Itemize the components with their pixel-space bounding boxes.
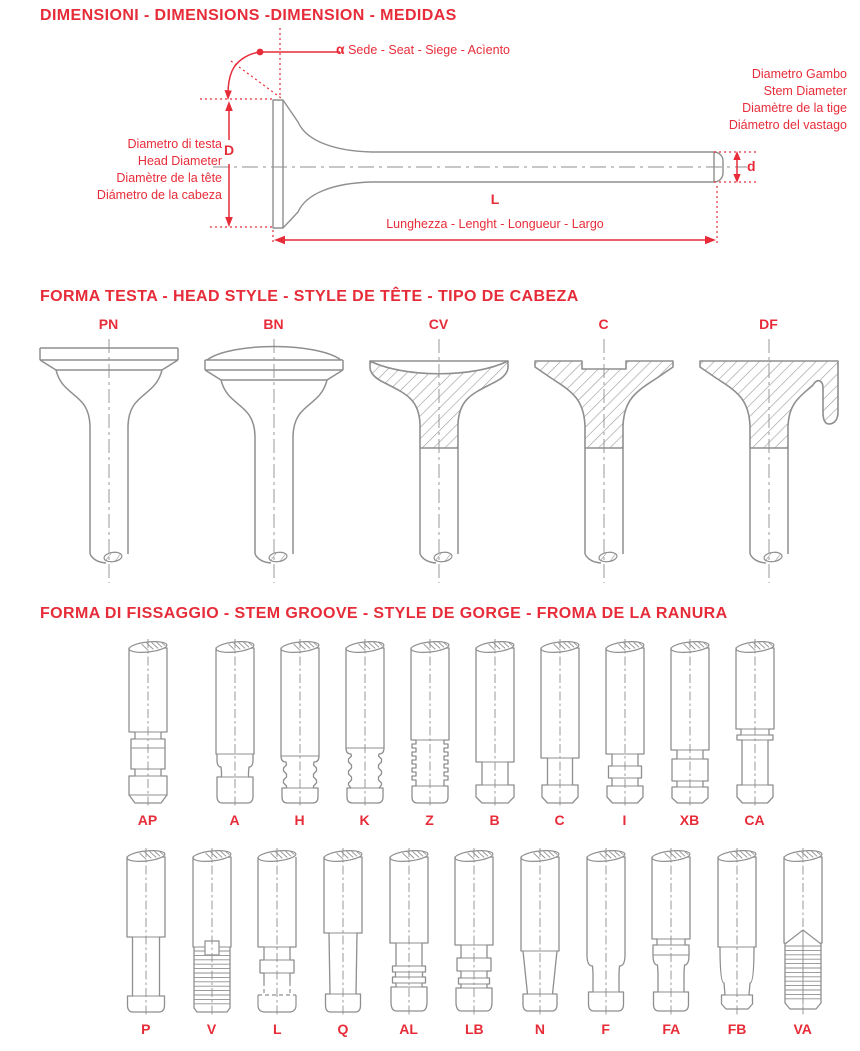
stem-groove-item <box>462 636 527 832</box>
stem-groove-label: F <box>601 1021 610 1037</box>
seat-leader-dot <box>257 49 264 56</box>
section-title-head-style: FORMA TESTA - HEAD STYLE - STYLE DE TÊTE - TIPO DE CABEZA <box>40 288 579 305</box>
stem-groove-row-1 <box>115 636 787 832</box>
head-style-figure-DF <box>694 336 844 586</box>
stem-groove-label: VA <box>793 1021 812 1037</box>
stem-diameter-labels <box>729 66 847 134</box>
head-style-item <box>26 312 191 586</box>
head-style-section <box>0 280 860 600</box>
head-style-label: BN <box>263 316 284 332</box>
stem-groove-item <box>573 845 639 1041</box>
stem-groove-label: AP <box>137 812 158 828</box>
stem-groove-item <box>310 845 376 1041</box>
stem-groove-item <box>244 845 310 1041</box>
stem-groove-item <box>267 636 332 832</box>
stem-groove-label: LB <box>464 1021 484 1037</box>
stem-groove-item <box>770 845 836 1041</box>
stem-groove-label: P <box>141 1021 151 1037</box>
head-style-item <box>521 312 686 586</box>
stem-groove-item <box>202 636 267 832</box>
stem-groove-label: FA <box>662 1021 681 1037</box>
stem-groove-item <box>704 845 770 1041</box>
arrow-up-icon <box>225 101 233 111</box>
section-title-stem-groove: FORMA DI FISSAGGIO - STEM GROOVE - STYLE DE GORGE - FROMA DE LA RANURA <box>40 605 728 622</box>
stem-diameter-label-es: Diámetro del vastago <box>728 118 847 132</box>
seat-annotation <box>336 41 510 59</box>
stem-groove-label: K <box>359 812 370 828</box>
stem-groove-figure-FB <box>709 845 765 1017</box>
head-diameter-label-en: Head Diameter <box>137 154 222 168</box>
stem-groove-figure-C <box>532 636 588 808</box>
stem-groove-figure-L <box>249 845 305 1017</box>
stem-groove-figure-Z <box>402 636 458 808</box>
stem-groove-figure-N <box>512 845 568 1017</box>
stem-groove-item <box>722 636 787 832</box>
stem-groove-figure-LB <box>446 845 502 1017</box>
valve-outline <box>273 100 723 228</box>
stem-groove-figure-P <box>118 845 174 1017</box>
stem-diameter-label-en: Stem Diameter <box>763 84 847 98</box>
stem-groove-item <box>507 845 573 1041</box>
stem-groove-figure-AL <box>381 845 437 1017</box>
head-diameter-symbol: D <box>224 142 235 158</box>
stem-diameter-label-fr: Diamètre de la tige <box>742 101 847 115</box>
stem-groove-label: Z <box>425 812 434 828</box>
head-style-label: CV <box>428 316 449 332</box>
length-label: Lunghezza - Lenght - Longueur - Largo <box>386 217 604 231</box>
head-style-row <box>26 312 851 586</box>
head-diameter-label-it: Diametro di testa <box>127 137 222 151</box>
seat-angle-arc <box>228 52 260 94</box>
length-symbol: L <box>490 191 500 207</box>
stem-groove-figure-XB <box>662 636 718 808</box>
seat-label: Sede - Seat - Siege - Acìento <box>348 43 510 57</box>
stem-groove-label: N <box>534 1021 546 1037</box>
stem-groove-figure-FA <box>643 845 699 1017</box>
stem-groove-section <box>0 600 860 1051</box>
arrow-down-icon <box>225 217 233 227</box>
stem-groove-figure-F <box>578 845 634 1017</box>
stem-groove-item <box>376 845 442 1041</box>
stem-groove-item <box>179 845 245 1041</box>
head-style-figure-CV <box>364 336 514 586</box>
stem-groove-item <box>639 845 705 1041</box>
stem-groove-figure-B <box>467 636 523 808</box>
head-diameter-label-es: Diámetro de la cabeza <box>96 188 222 202</box>
stem-diameter-symbol: d <box>747 158 756 174</box>
stem-groove-item <box>332 636 397 832</box>
stem-groove-item <box>115 636 180 832</box>
stem-groove-figure-I <box>597 636 653 808</box>
head-diameter-label-fr: Diamètre de la tête <box>116 171 222 185</box>
stem-groove-label: B <box>489 812 500 828</box>
head-style-figure-C <box>529 336 679 586</box>
stem-groove-label: CA <box>744 812 765 828</box>
seat-angle-construction-line <box>231 61 281 98</box>
stem-groove-label: V <box>206 1021 217 1037</box>
stem-groove-figure-V <box>184 845 240 1017</box>
stem-groove-label: L <box>272 1021 282 1037</box>
head-style-label: DF <box>759 316 778 332</box>
stem-groove-item <box>657 636 722 832</box>
stem-diameter-label-it: Diametro Gambo <box>751 67 847 81</box>
arrow-left-icon <box>274 236 285 244</box>
stem-groove-label: A <box>229 812 240 828</box>
stem-groove-figure-CA <box>727 636 783 808</box>
stem-groove-label: Q <box>337 1021 349 1037</box>
stem-groove-label: I <box>622 812 627 828</box>
stem-groove-label: FB <box>727 1021 747 1037</box>
stem-groove-item <box>527 636 592 832</box>
head-style-item <box>356 312 521 586</box>
section-title-dimensions: DIMENSIONI - DIMENSIONS -DIMENSION - MEDIDAS <box>40 7 457 24</box>
head-style-label: C <box>598 316 609 332</box>
head-style-figure-PN <box>34 336 184 586</box>
stem-groove-figure-AP <box>120 636 176 808</box>
stem-groove-label: C <box>554 812 565 828</box>
stem-groove-label: H <box>294 812 305 828</box>
stem-groove-item <box>113 845 179 1041</box>
head-style-item <box>686 312 851 586</box>
head-style-item <box>191 312 356 586</box>
stem-groove-label: AL <box>399 1021 418 1037</box>
head-diameter-labels <box>10 136 222 204</box>
arrow-right-icon <box>705 236 716 244</box>
stem-groove-figure-Q <box>315 845 371 1017</box>
stem-groove-figure-A <box>207 636 263 808</box>
stem-groove-row-2 <box>113 845 836 1041</box>
stem-groove-item <box>397 636 462 832</box>
stem-groove-figure-H <box>272 636 328 808</box>
stem-groove-label: XB <box>679 812 700 828</box>
stem-groove-figure-VA <box>775 845 831 1017</box>
head-style-label: PN <box>98 316 119 332</box>
dimensions-section <box>0 0 860 280</box>
stem-groove-figure-K <box>337 636 393 808</box>
stem-groove-item <box>592 636 657 832</box>
stem-groove-item <box>441 845 507 1041</box>
alpha-symbol: α <box>336 41 345 57</box>
head-style-figure-BN <box>199 336 349 586</box>
